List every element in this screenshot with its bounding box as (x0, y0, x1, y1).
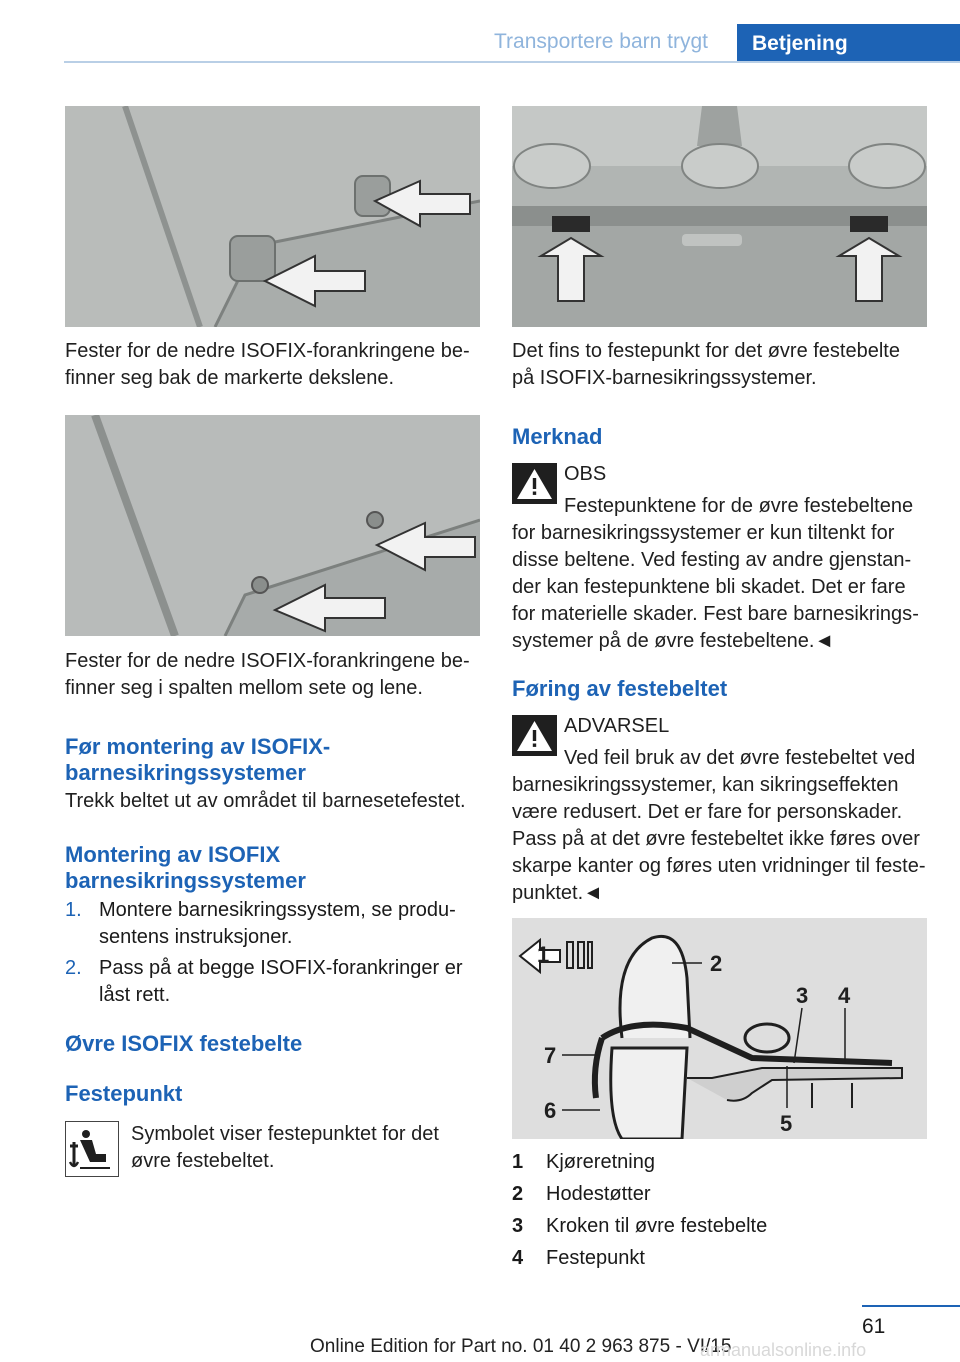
header-divider (64, 61, 960, 63)
caption-isofix-covers: Fester for de nedre ISOFIX-forankringene befinner seg bak de markerte dekslene. (65, 340, 470, 389)
legend-number: 4 (512, 1247, 524, 1269)
legend-label: Hodestøtter (546, 1183, 651, 1205)
heading-before-mounting: Før montering av ISOFIX-barnesikringssystemer (65, 734, 331, 785)
list-number: 1. (65, 899, 82, 921)
warning-text: Ved feil bruk av det øvre festebeltet ved barnesikringssystemer, kan sikringseffekten være redusert. Det er fare for personskader. Pass på at det øvre festebeltet ikke føres over skarpe kanter og føres uten vridninger til festepunktet.◄ (512, 747, 926, 904)
note-text: Festepunktene for de øvre festebeltene for barnesikringssystemer er kun tiltenkt for disse beltene. Ved festing av andre gjenstander kan festepunktene bli skadet. Det er fare for materielle skader. Fest bare barnesikringssystemer på de øvre festebeltene.◄ (512, 495, 919, 652)
legend-item (512, 1245, 927, 1273)
legend-item (512, 1213, 927, 1241)
heading-mounting: Montering av ISOFIX barnesikringssystemer (65, 842, 306, 893)
footer-edition: Online Edition for Part no. 01 40 2 963 875 - VI/15 (310, 1336, 732, 1357)
legend-item (512, 1181, 927, 1209)
photo-upper-anchors (512, 106, 927, 327)
heading-upper-isofix: Øvre ISOFIX festebelte (65, 1031, 303, 1056)
symbol-description: Symbolet viser festepunktet for det øvre festebeltet. (131, 1123, 439, 1172)
running-header-section: Transportere barn trygt (494, 30, 708, 53)
note-title: OBS (564, 463, 607, 485)
heading-belt-routing: Føring av festebeltet (512, 676, 728, 701)
legend-item (512, 1149, 927, 1177)
footer-divider (862, 1305, 960, 1307)
warning-title: ADVARSEL (564, 715, 670, 737)
heading-anchor-point: Festepunkt (65, 1081, 183, 1106)
page-number: 61 (862, 1315, 886, 1338)
legend-number: 2 (512, 1183, 524, 1205)
list-number: 2. (65, 957, 82, 979)
legend-number: 1 (512, 1151, 524, 1173)
legend-label: Kroken til øvre festebelte (546, 1215, 768, 1237)
diagram-label: 7 (544, 1043, 557, 1068)
watermark: armanualsonline.info (700, 1340, 867, 1360)
legend-label: Festepunkt (546, 1247, 645, 1269)
diagram-belt-routing (512, 918, 927, 1139)
caption-upper-anchors: Det fins to festepunkt for det øvre festebelte på ISOFIX-barnesikringssystemer. (512, 340, 900, 389)
running-header-tab: Betjening (737, 24, 960, 63)
diagram-label: 2 (710, 951, 723, 976)
diagram-label: 3 (796, 983, 809, 1008)
list-item (65, 897, 480, 953)
paragraph-pull-belt: Trekk beltet ut av området til barnesetefestet. (65, 790, 466, 812)
heading-note: Merknad (512, 424, 603, 449)
photo-isofix-covers (65, 106, 480, 327)
photo-isofix-gap (65, 415, 480, 636)
caption-isofix-gap: Fester for de nedre ISOFIX-forankringene befinner seg i spalten mellom sete og lene. (65, 650, 470, 699)
legend-number: 3 (512, 1215, 524, 1237)
diagram-label: 6 (544, 1098, 557, 1123)
list-text: Montere barnesikringssystem, se produsentens instruksjoner. (99, 899, 456, 948)
list-text: Pass på at begge ISOFIX-forankringer er låst rett. (99, 957, 463, 1006)
diagram-label: 4 (838, 983, 851, 1008)
legend-label: Kjøreretning (546, 1151, 655, 1173)
child-seat-anchor-icon (65, 1121, 119, 1177)
diagram-label: 1 (537, 942, 550, 967)
list-item (65, 955, 480, 1011)
diagram-label: 5 (780, 1111, 793, 1136)
